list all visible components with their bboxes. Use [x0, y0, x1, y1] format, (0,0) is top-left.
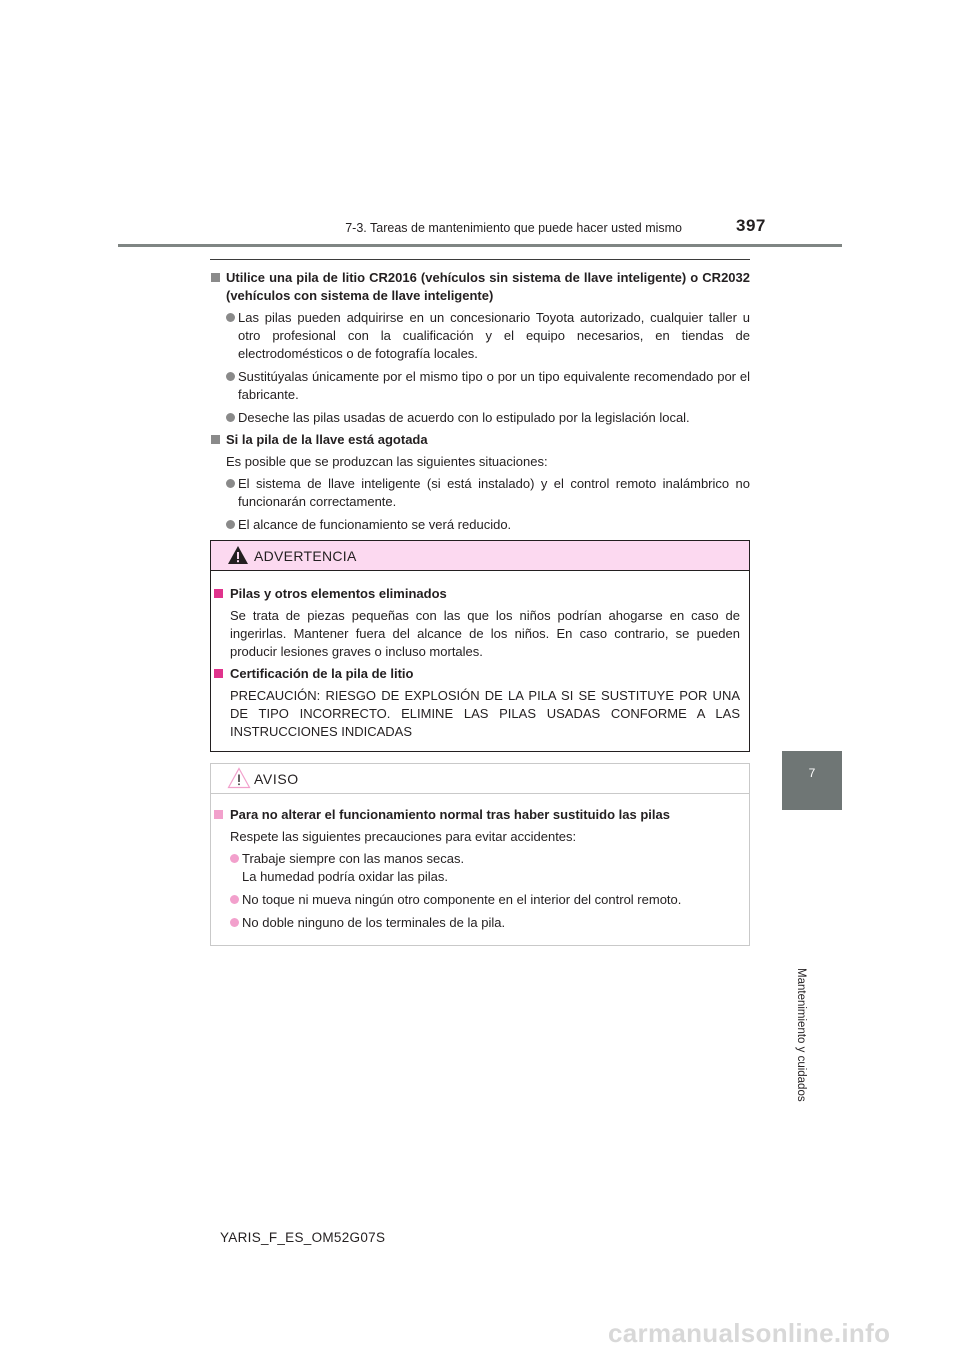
warning-item-text: PRECAUCIÓN: RIESGO DE EXPLOSIÓN DE LA PILA SI SE SUSTITUYE POR UNA DE TIPO INCORRECTO. ELIMINE LAS PILAS USADAS CONFORME A LAS INSTRUCCIONES INDICADAS: [230, 688, 740, 739]
chapter-title: Mantenimiento y cuidados: [795, 968, 807, 1102]
list-item: El alcance de funcionamiento se verá reducido.: [210, 516, 750, 534]
warning-header: [211, 541, 749, 571]
square-bullet-icon: [211, 435, 220, 444]
warning-triangle-icon: [227, 545, 249, 565]
caution-triangle-outline-icon: [227, 767, 251, 789]
warning-item-heading: Certificación de la pila de litio: [211, 665, 740, 683]
section-heading: Si la pila de la llave está agotada: [210, 431, 750, 449]
list-item: Deseche las pilas usadas de acuerdo con lo estipulado por la legislación local.: [210, 409, 750, 427]
notice-header: [211, 764, 749, 794]
document-code: YARIS_F_ES_OM52G07S: [220, 1230, 386, 1245]
warning-box: [210, 540, 750, 752]
chapter-tab: [782, 751, 842, 810]
round-bullet-icon: [230, 854, 239, 863]
square-bullet-icon: [214, 589, 223, 598]
section-heading: Utilice una pila de litio CR2016 (vehículos sin sistema de llave inteligente) o CR2032 (vehículos con sistema de llave inteligente): [210, 269, 750, 305]
chapter-number: 7: [808, 766, 816, 780]
page-number: 397: [736, 216, 766, 235]
square-bullet-icon: [211, 273, 220, 282]
list-item: Trabaje siempre con las manos secas. La humedad podría oxidar las pilas.: [211, 850, 740, 886]
list-item: No doble ninguno de los terminales de la pila.: [211, 914, 740, 932]
round-bullet-icon: [230, 895, 239, 904]
round-bullet-icon: [226, 313, 235, 322]
notice-heading: Para no alterar el funcionamiento normal tras haber sustituido las pilas: [211, 806, 740, 824]
list-item: El sistema de llave inteligente (si está instalado) y el control remoto inalámbrico no funcionarán correctamente.: [210, 475, 750, 511]
watermark: carmanualsonline.info: [608, 1318, 891, 1348]
list-item: No toque ni mueva ningún otro componente en el interior del control remoto.: [211, 891, 740, 909]
header-rule: [118, 244, 842, 247]
content-rule: [210, 259, 750, 260]
main-content: [210, 269, 750, 539]
warning-item-text: Se trata de piezas pequeñas con las que los niños podrían ahogarse en caso de ingerirlas. Mantener fuera del alcance de los niños. En caso contrario, se pueden producir lesiones graves o incluso mortales.: [230, 608, 740, 659]
notice-body: [211, 794, 749, 932]
list-item: Las pilas pueden adquirirse en un concesionario Toyota autorizado, cualquier taller u otro profesional con la cualificación y el equipo necesarios, en tiendas de electrodomésticos o de fotografía locales.: [210, 309, 750, 363]
warning-item-heading: Pilas y otros elementos eliminados: [211, 585, 740, 603]
notice-title: AVISO: [254, 771, 299, 787]
square-bullet-icon: [214, 810, 223, 819]
section-intro: Es posible que se produzcan las siguientes situaciones:: [226, 454, 548, 469]
round-bullet-icon: [230, 918, 239, 927]
section-title: 7-3. Tareas de mantenimiento que puede hacer usted mismo: [345, 221, 682, 235]
list-item: Sustitúyalas únicamente por el mismo tipo o por un tipo equivalente recomendado por el fabricante.: [210, 368, 750, 404]
round-bullet-icon: [226, 413, 235, 422]
square-bullet-icon: [214, 669, 223, 678]
warning-title: ADVERTENCIA: [254, 548, 357, 564]
notice-intro: Respete las siguientes precauciones para evitar accidentes:: [230, 829, 577, 844]
warning-body: [211, 571, 749, 741]
round-bullet-icon: [226, 520, 235, 529]
round-bullet-icon: [226, 372, 235, 381]
round-bullet-icon: [226, 479, 235, 488]
notice-box: [210, 763, 750, 946]
